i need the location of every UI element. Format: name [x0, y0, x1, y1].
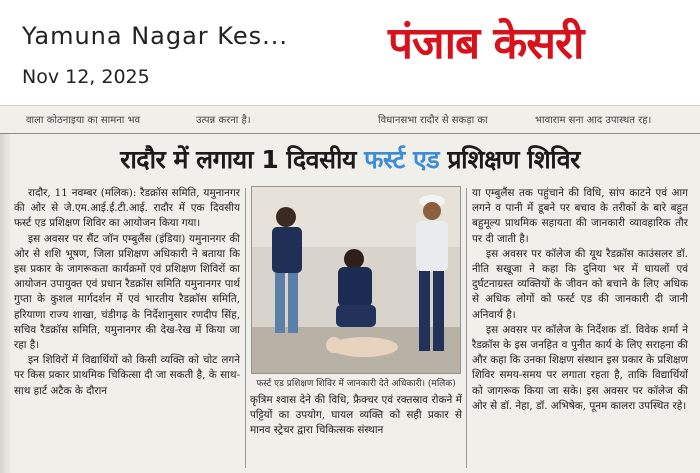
- article-paragraph: कृत्रिम श्वास देने की विधि, फ्रैक्चर एवं रक्तस्राव रोकने में पट्टियों का उपयोग, घायल व्यक्ति को सही प्रकार से मानव स्ट्रेचर द्वारा चिकित्सक संस्थान: [250, 394, 462, 437]
- headline-main: रादौर में लगाया 1 दिवसीय: [120, 145, 356, 174]
- headline-end: प्रशिक्षण शिविर: [447, 145, 580, 174]
- article-paragraph: इस अवसर पर कॉलेज के निर्देशक डॉ. विवेक शर्मा ने रैडक्रॉस के इस जनहित व पुनीत कार्य के लिए सराहना की और कहा कि उनका शिक्षण संस्थान इस प्रकार के प्रशिक्षण शिविर समय-समय पर लगाता रहता है, ताकि विद्यार्थियों को जागरूक किया जा सके। इस अवसर पर कॉलेज की ओर से डॉ. नेहा, डॉ. अभिषेक, पूनम कालरा उपस्थित रहे।: [472, 323, 688, 412]
- article-paragraph: इस अवसर पर कॉलेज की यूथ रैडक्रॉस काउंसलर डॉ. नीति सखूजा ने कहा कि दुनिया भर में घायलों एवं दुर्घटनाग्रस्त व्यक्तियों के जीवन को बचाने के लिए अधिक से अधिक लोगों को फर्स्ट एड की जानकारी दी जानी अनिवार्य है।: [472, 247, 688, 321]
- publication-title[interactable]: Yamuna Nagar Kes...: [22, 22, 288, 50]
- viewer-header: [0, 0, 700, 106]
- strip-divider: [0, 133, 700, 134]
- article-paragraph: या एम्बुलैंस तक पहुंचाने की विधि, सांप काटने एवं आग लगने व पानी में डूबने पर बचाव के तरीकों के बारे बहुत बहुमूल्य प्राथमिक सहायता की जानकारी व्यावहारिक तौर पर दी जाती है।: [472, 187, 688, 245]
- photo-caption: फर्स्ट एड प्रशिक्षण शिविर में जानकारी देते अधिकारी। (मलिक): [256, 379, 456, 389]
- article-headline: [0, 142, 700, 176]
- column-divider: [245, 188, 246, 468]
- article-paragraph: रादौर, 11 नवम्बर (मलिक): रैडक्रॉस समिति, यमुनानगर की ओर से जे.एम.आई.ई.टी.आई. रादौर में एक दिवसीय फर्स्ट एड प्रशिक्षण शिविर का आयोजन किया गया।: [14, 187, 240, 230]
- article-paragraph: इस अवसर पर सैंट जॉन एम्बुलैंस (इंडिया) यमुनानगर की ओर से शशि भूषण, जिला प्रशिक्षण अधिकारी ने बताया कि इस प्रकार के जागरूकता कार्यक्रमों एवं प्रशिक्षण शिविरों का आयोजन उपायुक्त एवं प्रधान रैडक्रॉस समिति यमुनानगर पार्थ गुप्ता के कुशल मार्गदर्शन में एवं भारतीय रैडक्रॉस समिति, हरियाणा राज्य शाखा, चंडीगढ़ के निर्देशानुसार रणदीप सिंह, सचिव रैडक्रॉस समिति, यमुनानगर की देख-रेख में किया जा रहा है।: [14, 232, 240, 352]
- strip-fragment: भावाराम सना आद उपास्थत रह।: [535, 115, 652, 126]
- article-column-3: [472, 186, 688, 473]
- article-column-middle: [250, 393, 462, 473]
- article-column-1: [14, 186, 240, 473]
- first-aid-training-photo: [252, 187, 461, 374]
- headline-accent: फर्स्ट एड: [364, 145, 440, 174]
- article-paragraph: इन शिविरों में विद्यार्थियों को किसी व्यक्ति को चोट लगने पर किस प्रकार प्राथमिक चिकित्सा दी जा सकती है, के साथ-साथ हार्ट अटैक के दौरान: [14, 354, 240, 397]
- column-divider: [466, 188, 467, 468]
- newspaper-logo: पंजाब केसरी: [388, 18, 584, 69]
- newspaper-page: [0, 106, 700, 473]
- publication-date: Nov 12, 2025: [22, 66, 150, 88]
- page-fold-shadow: [0, 134, 12, 473]
- strip-fragment: वाला कोठनाइया का सामना भव: [26, 115, 141, 126]
- previous-article-strip: [0, 112, 700, 128]
- strip-fragment: विधानसभा रादौर से सकड़ा का: [378, 115, 488, 126]
- strip-fragment: उत्पन्न करना है।: [196, 115, 251, 126]
- article-photo: [251, 186, 461, 374]
